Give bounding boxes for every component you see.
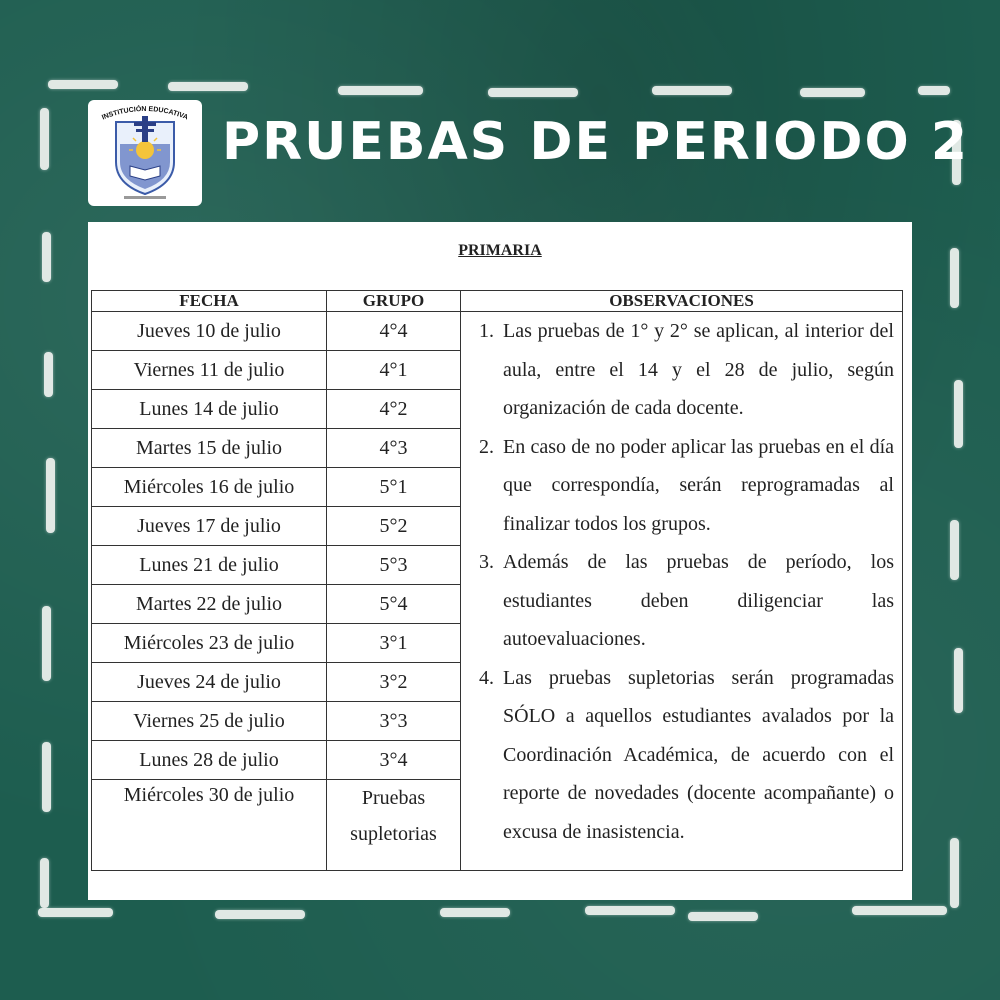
chalk-dash: [950, 248, 959, 308]
date-cell: Jueves 17 de julio: [92, 507, 327, 546]
chalk-dash: [954, 380, 963, 448]
table-header-row: [92, 291, 903, 312]
chalk-dash: [852, 906, 947, 915]
group-cell: 4°2: [327, 390, 461, 429]
date-cell: Miércoles 23 de julio: [92, 624, 327, 663]
observation-item: 4. Las pruebas supletorias serán programadas SÓLO a aquellos estudiantes avalados por la Coordinación Académica, de acuerdo con el reporte de novedades (docente acompañante) o excusa de inasistencia.: [499, 659, 894, 852]
group-cell: 4°3: [327, 429, 461, 468]
observation-item: 2. En caso de no poder aplicar las pruebas en el día que correspondía, serán reprogramadas al finalizar todos los grupos.: [499, 428, 894, 544]
date-cell: Miércoles 30 de julio: [92, 780, 327, 871]
school-logo: [88, 100, 202, 206]
chalk-dash: [215, 910, 305, 919]
group-cell: 4°4: [327, 312, 461, 351]
date-cell: Jueves 10 de julio: [92, 312, 327, 351]
chalk-dash: [42, 606, 51, 681]
logo-text: INSTITUCIÓN EDUCATIVA: [100, 105, 189, 122]
chalk-dash: [338, 86, 423, 95]
chalk-dash: [488, 88, 578, 97]
date-cell: Miércoles 16 de julio: [92, 468, 327, 507]
chalk-dash: [38, 908, 113, 917]
chalk-dash: [40, 108, 49, 170]
chalk-dash: [918, 86, 950, 95]
schedule-table: [91, 290, 903, 871]
chalk-dash: [46, 458, 55, 533]
date-cell: Viernes 11 de julio: [92, 351, 327, 390]
date-cell: Viernes 25 de julio: [92, 702, 327, 741]
chalk-dash: [954, 648, 963, 713]
column-header-observaciones: OBSERVACIONES: [461, 291, 903, 312]
chalk-dash: [168, 82, 248, 91]
column-header-fecha: FECHA: [92, 291, 327, 312]
group-cell: Pruebas supletorias: [327, 780, 461, 871]
group-cell: 3°1: [327, 624, 461, 663]
table-row: [92, 312, 903, 351]
date-cell: Lunes 14 de julio: [92, 390, 327, 429]
group-cell: 5°3: [327, 546, 461, 585]
column-header-grupo: GRUPO: [327, 291, 461, 312]
group-cell: 3°2: [327, 663, 461, 702]
chalk-dash: [800, 88, 865, 97]
date-cell: Lunes 21 de julio: [92, 546, 327, 585]
date-cell: Lunes 28 de julio: [92, 741, 327, 780]
chalk-dash: [42, 232, 51, 282]
chalk-dash: [40, 858, 49, 908]
school-crest-icon: [88, 100, 202, 206]
schedule-document: [88, 222, 912, 900]
date-cell: Martes 22 de julio: [92, 585, 327, 624]
group-cell: 3°3: [327, 702, 461, 741]
group-cell: 5°1: [327, 468, 461, 507]
group-cell: 5°4: [327, 585, 461, 624]
chalk-dash: [688, 912, 758, 921]
date-cell: Jueves 24 de julio: [92, 663, 327, 702]
chalk-dash: [950, 520, 959, 580]
chalk-dash: [48, 80, 118, 89]
observations-list: [471, 312, 894, 851]
observation-item: 3. Además de las pruebas de período, los estudiantes deben diligenciar las autoevaluaciones.: [499, 543, 894, 659]
chalk-dash: [42, 742, 51, 812]
chalk-dash: [585, 906, 675, 915]
group-cell: 3°4: [327, 741, 461, 780]
group-cell: 4°1: [327, 351, 461, 390]
chalk-dash: [44, 352, 53, 397]
page-title: PRUEBAS DE PERIODO 2: [222, 112, 970, 172]
chalk-dash: [440, 908, 510, 917]
chalk-dash: [652, 86, 732, 95]
date-cell: Martes 15 de julio: [92, 429, 327, 468]
observations-cell: [461, 312, 903, 871]
chalk-dash: [950, 838, 959, 908]
group-cell: 5°2: [327, 507, 461, 546]
observation-item: 1. Las pruebas de 1° y 2° se aplican, al interior del aula, entre el 14 y el 28 de julio, según organización de cada docente.: [499, 312, 894, 428]
section-title: PRIMARIA: [458, 242, 542, 259]
